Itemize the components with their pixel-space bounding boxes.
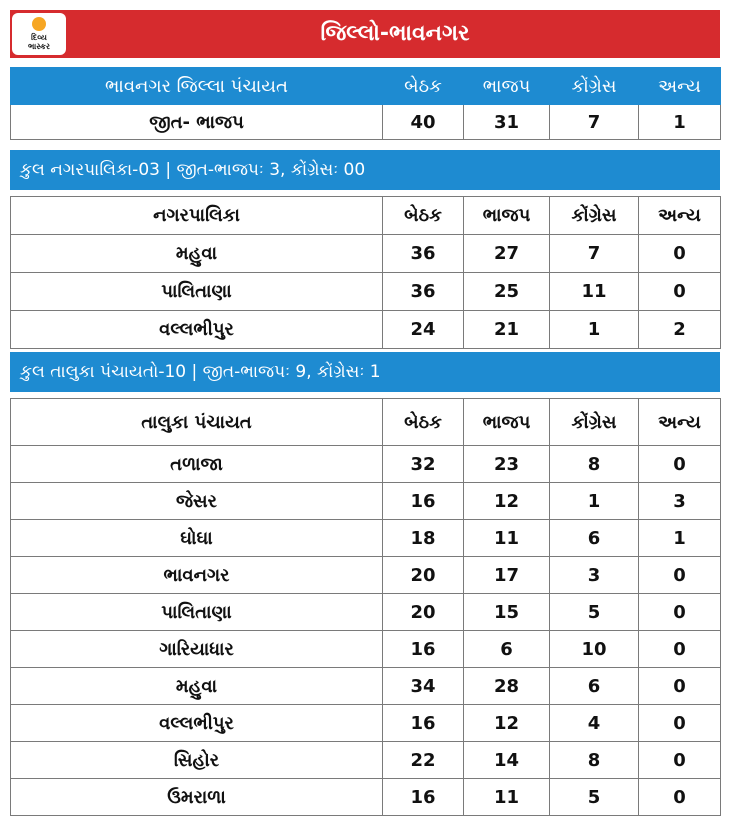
row-name: વલ્લભીપુર: [11, 705, 383, 742]
col-congress: કોંગ્રેસ: [550, 399, 639, 446]
cell-seats: 16: [383, 705, 464, 742]
page-title: જિલ્લો-ભાવનગર: [320, 21, 470, 46]
cell-congress: 1: [550, 483, 639, 520]
cell-congress: 11: [550, 273, 639, 311]
col-congress: કોંગ્રેસ: [550, 68, 639, 105]
col-seats: બેઠક: [383, 197, 464, 235]
table-row: [11, 705, 721, 742]
table-row: [11, 779, 721, 816]
taluka-header-row: [11, 399, 721, 446]
col-others: અન્ય: [639, 68, 721, 105]
cell-congress: 5: [550, 594, 639, 631]
taluka-table: [10, 398, 721, 816]
cell-seats: 18: [383, 520, 464, 557]
taluka-summary: કુલ તાલુકા પંચાયતો-10 | જીત-ભાજપઃ 9, કોંગ્રેસઃ 1: [10, 352, 720, 392]
row-name: તળાજા: [11, 446, 383, 483]
col-bjp: ભાજપ: [464, 399, 550, 446]
cell-bjp: 12: [464, 483, 550, 520]
table-row: [11, 273, 721, 311]
col-others: અન્ય: [639, 197, 721, 235]
cell-seats: 34: [383, 668, 464, 705]
cell-seats: 32: [383, 446, 464, 483]
cell-seats: 16: [383, 483, 464, 520]
table-row: [11, 668, 721, 705]
cell-bjp: 21: [464, 311, 550, 349]
table-row: [11, 594, 721, 631]
cell-others: 3: [639, 483, 721, 520]
cell-congress: 10: [550, 631, 639, 668]
cell-seats: 20: [383, 557, 464, 594]
table-row: [11, 742, 721, 779]
cell-others: 1: [639, 105, 721, 140]
row-name: ભાવનગર: [11, 557, 383, 594]
row-name: મહુવા: [11, 668, 383, 705]
col-others: અન્ય: [639, 399, 721, 446]
cell-bjp: 12: [464, 705, 550, 742]
cell-seats: 20: [383, 594, 464, 631]
cell-congress: 8: [550, 742, 639, 779]
table-row: [11, 520, 721, 557]
col-seats: બેઠક: [383, 68, 464, 105]
cell-bjp: 15: [464, 594, 550, 631]
cell-others: 0: [639, 779, 721, 816]
row-name: પાલિતાણા: [11, 273, 383, 311]
col-seats: બેઠક: [383, 399, 464, 446]
table-row: [11, 631, 721, 668]
row-name: ઉમરાળા: [11, 779, 383, 816]
table-row: [11, 446, 721, 483]
cell-others: 2: [639, 311, 721, 349]
col-bjp: ભાજપ: [464, 68, 550, 105]
cell-seats: 24: [383, 311, 464, 349]
cell-others: 0: [639, 446, 721, 483]
cell-seats: 16: [383, 631, 464, 668]
cell-others: 0: [639, 742, 721, 779]
row-name: ઘોઘા: [11, 520, 383, 557]
page-header: [10, 10, 720, 58]
cell-seats: 36: [383, 273, 464, 311]
row-name: પાલિતાણા: [11, 594, 383, 631]
municipality-table: [10, 196, 721, 349]
row-name: ગારિયાધાર: [11, 631, 383, 668]
logo-line-1: દિવ્ય: [31, 33, 47, 42]
cell-bjp: 27: [464, 235, 550, 273]
cell-bjp: 23: [464, 446, 550, 483]
district-table: [10, 67, 721, 140]
cell-congress: 7: [550, 235, 639, 273]
cell-others: 0: [639, 594, 721, 631]
cell-bjp: 25: [464, 273, 550, 311]
municipality-summary: કુલ નગરપાલિકા-03 | જીત-ભાજપઃ 3, કોંગ્રેસઃ 00: [10, 150, 720, 190]
cell-others: 0: [639, 557, 721, 594]
cell-congress: 5: [550, 779, 639, 816]
logo-line-2: ભાસ્કર: [27, 42, 51, 51]
cell-seats: 40: [383, 105, 464, 140]
cell-congress: 4: [550, 705, 639, 742]
cell-bjp: 11: [464, 779, 550, 816]
municipality-header-row: [11, 197, 721, 235]
cell-congress: 6: [550, 520, 639, 557]
cell-others: 0: [639, 668, 721, 705]
divya-bhaskar-logo: [12, 13, 66, 55]
col-bjp: ભાજપ: [464, 197, 550, 235]
cell-others: 1: [639, 520, 721, 557]
cell-congress: 7: [550, 105, 639, 140]
cell-congress: 1: [550, 311, 639, 349]
district-label: ભાવનગર જિલ્લા પંચાયત: [11, 68, 383, 105]
cell-bjp: 11: [464, 520, 550, 557]
cell-others: 0: [639, 631, 721, 668]
cell-bjp: 6: [464, 631, 550, 668]
cell-congress: 8: [550, 446, 639, 483]
cell-bjp: 14: [464, 742, 550, 779]
cell-seats: 16: [383, 779, 464, 816]
cell-bjp: 17: [464, 557, 550, 594]
cell-congress: 3: [550, 557, 639, 594]
table-row: [11, 311, 721, 349]
municipality-label: નગરપાલિકા: [11, 197, 383, 235]
col-congress: કોંગ્રેસ: [550, 197, 639, 235]
cell-bjp: 28: [464, 668, 550, 705]
cell-bjp: 31: [464, 105, 550, 140]
row-name: સિહોર: [11, 742, 383, 779]
table-row: [11, 483, 721, 520]
taluka-label: તાલુકા પંચાયત: [11, 399, 383, 446]
cell-seats: 22: [383, 742, 464, 779]
row-name: મહુવા: [11, 235, 383, 273]
district-header-row: [11, 68, 721, 105]
table-row: [11, 235, 721, 273]
cell-seats: 36: [383, 235, 464, 273]
row-name: જીત- ભાજપ: [11, 105, 383, 140]
cell-congress: 6: [550, 668, 639, 705]
cell-others: 0: [639, 273, 721, 311]
row-name: વલ્લભીપુર: [11, 311, 383, 349]
table-row: [11, 105, 721, 140]
sun-icon: [32, 17, 46, 31]
row-name: જેસર: [11, 483, 383, 520]
cell-others: 0: [639, 235, 721, 273]
table-row: [11, 557, 721, 594]
cell-others: 0: [639, 705, 721, 742]
